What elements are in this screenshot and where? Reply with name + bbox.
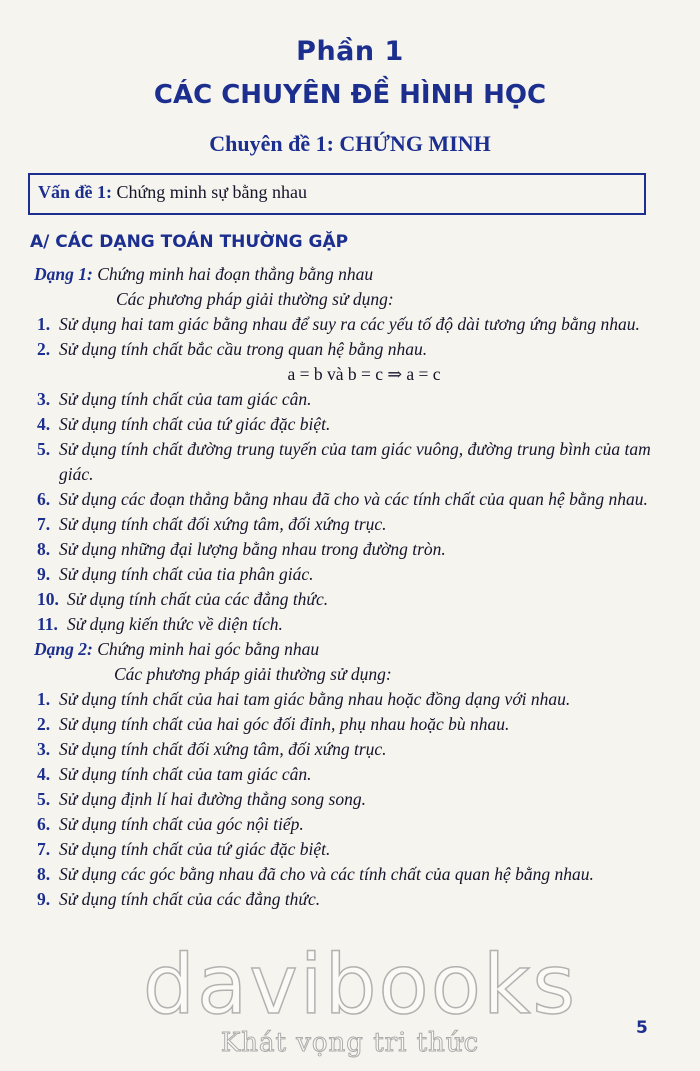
item-text: Sử dụng các góc bằng nhau đã cho và các tính chất của quan hệ bằng nhau.: [59, 864, 594, 884]
content-body: [34, 262, 654, 912]
item-number: 5.: [37, 789, 51, 809]
item-text: Sử dụng tính chất đường trung tuyến của tam giác vuông, đường trung bình của tam giác.: [59, 439, 651, 484]
item-text: Sử dụng hai tam giác bằng nhau để suy ra các yếu tố độ dài tương ứng bằng nhau.: [59, 314, 640, 334]
dang-2-title: Chứng minh hai góc bằng nhau: [97, 639, 320, 659]
item-text: Sử dụng định lí hai đường thẳng song song.: [59, 789, 366, 809]
item-number: 8.: [37, 539, 51, 559]
list-item: [34, 787, 654, 812]
item-number: 9.: [37, 564, 51, 584]
list-item: [34, 437, 654, 487]
item-text: Sử dụng tính chất của tia phân giác.: [59, 564, 314, 584]
dang-2-heading: [34, 637, 654, 662]
item-number: 10.: [37, 589, 59, 609]
list-item: [34, 412, 654, 437]
transitivity-formula: a = b và b = c ⇒ a = c: [287, 364, 441, 384]
dang-2-intro: Các phương pháp giải thường sử dụng:: [114, 664, 392, 684]
item-text: Sử dụng tính chất của tam giác cân.: [59, 764, 312, 784]
item-text: Sử dụng kiến thức về diện tích.: [67, 614, 283, 634]
issue-box: [28, 173, 646, 215]
item-number: 8.: [37, 864, 51, 884]
list-item: [34, 587, 654, 612]
item-text: Sử dụng tính chất của tam giác cân.: [59, 389, 312, 409]
item-number: 6.: [37, 489, 51, 509]
dang-1-title: Chứng minh hai đoạn thẳng bằng nhau: [97, 264, 374, 284]
item-number: 2.: [37, 714, 51, 734]
item-number: 6.: [37, 814, 51, 834]
item-text: Sử dụng tính chất của tứ giác đặc biệt.: [59, 839, 331, 859]
item-number: 3.: [37, 389, 51, 409]
dang-1-label: Dạng 1:: [34, 264, 93, 284]
dang-1-list: [34, 312, 654, 362]
watermark-tagline: Khát vọng tri thức: [220, 1028, 480, 1058]
item-number: 11.: [37, 614, 58, 634]
list-item: [34, 312, 654, 337]
list-item: [34, 537, 654, 562]
issue-label: Vấn đề 1:: [38, 182, 113, 202]
list-item: [34, 712, 654, 737]
item-text: Sử dụng tính chất đối xứng tâm, đối xứng trục.: [59, 739, 387, 759]
page-number: 5: [636, 1018, 648, 1038]
item-number: 1.: [37, 314, 51, 334]
part-title: CÁC CHUYÊN ĐỀ HÌNH HỌC: [153, 80, 547, 110]
list-item: [34, 862, 654, 887]
item-text: Sử dụng tính chất của góc nội tiếp.: [59, 814, 304, 834]
list-item: [34, 762, 654, 787]
item-number: 1.: [37, 689, 51, 709]
topic-title: Chuyên đề 1: CHỨNG MINH: [209, 131, 491, 156]
item-text: Sử dụng những đại lượng bằng nhau trong đường tròn.: [59, 539, 446, 559]
item-number: 3.: [37, 739, 51, 759]
dang-1-list-cont: [34, 387, 654, 637]
part-label: Phần 1: [296, 36, 404, 67]
item-text: Sử dụng tính chất của hai tam giác bằng nhau hoặc đồng dạng với nhau.: [59, 689, 571, 709]
list-item: [34, 337, 654, 362]
list-item: [34, 512, 654, 537]
list-item: [34, 387, 654, 412]
watermark-brand: davibooks: [142, 938, 578, 1033]
dang-2-label: Dạng 2:: [34, 639, 93, 659]
item-text: Sử dụng tính chất của các đẳng thức.: [59, 889, 321, 909]
list-item: [34, 487, 654, 512]
item-text: Sử dụng tính chất của các đẳng thức.: [67, 589, 329, 609]
item-text: Sử dụng tính chất của tứ giác đặc biệt.: [59, 414, 331, 434]
list-item: [34, 687, 654, 712]
dang-1-intro: Các phương pháp giải thường sử dụng:: [116, 289, 394, 309]
list-item: [34, 837, 654, 862]
dang-2-list: [34, 687, 654, 912]
item-text: Sử dụng các đoạn thẳng bằng nhau đã cho và các tính chất của quan hệ bằng nhau.: [59, 489, 648, 509]
item-number: 4.: [37, 764, 51, 784]
section-heading: A/ CÁC DẠNG TOÁN THƯỜNG GẶP: [30, 232, 349, 252]
item-text: Sử dụng tính chất của hai góc đối đỉnh, phụ nhau hoặc bù nhau.: [59, 714, 510, 734]
item-number: 2.: [37, 339, 51, 359]
item-number: 5.: [37, 439, 51, 459]
list-item: [34, 562, 654, 587]
item-number: 7.: [37, 839, 51, 859]
list-item: [34, 887, 654, 912]
item-number: 9.: [37, 889, 51, 909]
item-number: 4.: [37, 414, 51, 434]
item-text: Sử dụng tính chất đối xứng tâm, đối xứng trục.: [59, 514, 387, 534]
item-number: 7.: [37, 514, 51, 534]
issue-text: Chứng minh sự bằng nhau: [116, 182, 308, 202]
list-item: [34, 737, 654, 762]
list-item: [34, 612, 654, 637]
list-item: [34, 812, 654, 837]
item-text: Sử dụng tính chất bắc cầu trong quan hệ bằng nhau.: [59, 339, 428, 359]
dang-1-heading: [34, 262, 654, 287]
